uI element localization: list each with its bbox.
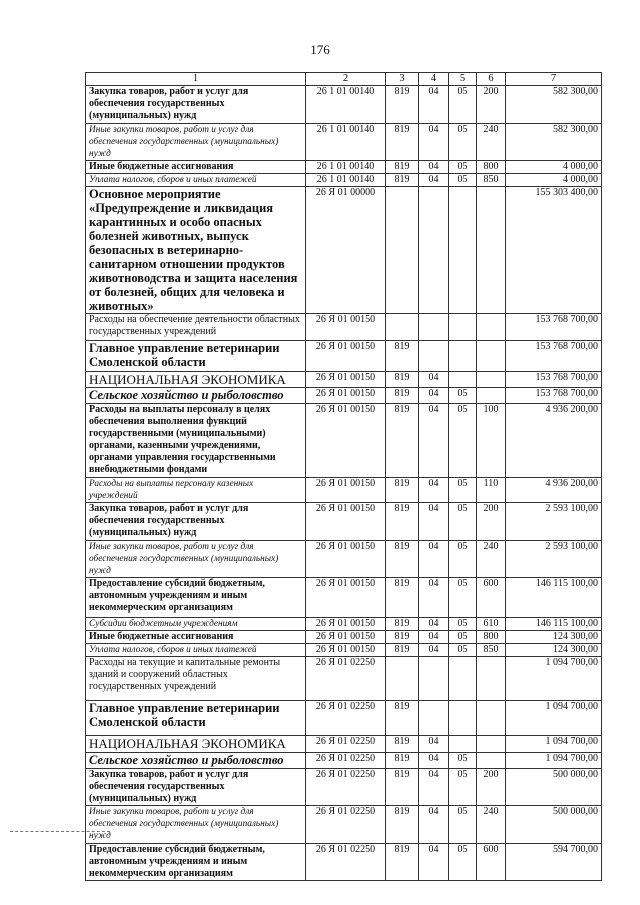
expense-type-code: 600 [477, 578, 506, 618]
table-row [86, 701, 602, 736]
target-article-code: 26 Я 01 02250 [306, 701, 386, 736]
amount: 1 094 700,00 [506, 753, 602, 769]
table-row [86, 578, 602, 618]
subsection-code: 05 [449, 631, 477, 644]
row-name: Иные бюджетные ассигнования [86, 161, 306, 174]
expense-type-code [477, 187, 506, 314]
subsection-code: 05 [449, 753, 477, 769]
amount: 500 000,00 [506, 769, 602, 806]
row-name: Главное управление ветеринарии Смоленской области [86, 701, 306, 736]
row-name: Иные закупки товаров, работ и услуг для обеспечения государственных (муниципальных) нужд [86, 124, 306, 161]
row-name: Закупка товаров, работ и услуг для обеспечения государственных (муниципальных) нужд [86, 503, 306, 541]
target-article-code: 26 1 01 00140 [306, 124, 386, 161]
table-row [86, 736, 602, 753]
column-header: 7 [506, 73, 602, 86]
subsection-code: 05 [449, 388, 477, 404]
ministry-code: 819 [386, 618, 419, 631]
target-article-code: 26 Я 01 02250 [306, 736, 386, 753]
section-code: 04 [419, 844, 449, 881]
row-name: Закупка товаров, работ и услуг для обеспечения государственных (муниципальных) нужд [86, 769, 306, 806]
column-header: 6 [477, 73, 506, 86]
target-article-code: 26 Я 01 02250 [306, 657, 386, 701]
row-name: Иные закупки товаров, работ и услуг для обеспечения государственных (муниципальных) нужд [86, 541, 306, 578]
ministry-code: 819 [386, 404, 419, 478]
row-name: Основное мероприятие «Предупреждение и ликвидация карантинных и особо опасных болезней животных, выпуск безопасных в ветеринарно-санитарном отношении продуктов животноводства и защита населения от болезней, общих для человека и животных» [86, 187, 306, 314]
ministry-code: 819 [386, 478, 419, 503]
row-name: Уплата налогов, сборов и иных платежей [86, 174, 306, 187]
amount: 2 593 100,00 [506, 503, 602, 541]
expense-type-code: 100 [477, 404, 506, 478]
target-article-code: 26 Я 01 00150 [306, 341, 386, 372]
table-row [86, 478, 602, 503]
expense-type-code [477, 341, 506, 372]
expense-type-code: 200 [477, 769, 506, 806]
row-name: Субсидии бюджетным учреждениям [86, 618, 306, 631]
row-name: НАЦИОНАЛЬНАЯ ЭКОНОМИКА [86, 736, 306, 753]
expense-type-code [477, 314, 506, 341]
target-article-code: 26 Я 01 00150 [306, 618, 386, 631]
table-row [86, 644, 602, 657]
target-article-code: 26 Я 01 00150 [306, 644, 386, 657]
amount: 594 700,00 [506, 844, 602, 881]
subsection-code [449, 701, 477, 736]
target-article-code: 26 Я 01 02250 [306, 806, 386, 844]
target-article-code: 26 Я 01 00150 [306, 503, 386, 541]
row-name: Сельское хозяйство и рыболовство [86, 388, 306, 404]
subsection-code: 05 [449, 578, 477, 618]
expense-type-code [477, 657, 506, 701]
row-name: Расходы на текущие и капитальные ремонты зданий и сооружений областных государственных учреждений [86, 657, 306, 701]
subsection-code: 05 [449, 806, 477, 844]
section-code: 04 [419, 806, 449, 844]
ministry-code [386, 657, 419, 701]
target-article-code: 26 Я 01 00150 [306, 404, 386, 478]
subsection-code: 05 [449, 86, 477, 124]
ministry-code: 819 [386, 503, 419, 541]
target-article-code: 26 Я 01 00150 [306, 314, 386, 341]
target-article-code: 26 Я 01 00000 [306, 187, 386, 314]
target-article-code: 26 1 01 00140 [306, 86, 386, 124]
table-row [86, 314, 602, 341]
subsection-code [449, 657, 477, 701]
section-code: 04 [419, 736, 449, 753]
target-article-code: 26 Я 01 00150 [306, 388, 386, 404]
expense-type-code: 800 [477, 161, 506, 174]
ministry-code: 819 [386, 161, 419, 174]
subsection-code: 05 [449, 174, 477, 187]
target-article-code: 26 Я 01 00150 [306, 372, 386, 388]
table-row [86, 657, 602, 701]
section-code: 04 [419, 478, 449, 503]
section-code: 04 [419, 541, 449, 578]
section-code: 04 [419, 372, 449, 388]
ministry-code [386, 314, 419, 341]
row-name: Иные бюджетные ассигнования [86, 631, 306, 644]
ministry-code: 819 [386, 644, 419, 657]
expense-type-code [477, 736, 506, 753]
subsection-code [449, 187, 477, 314]
scan-artifact-line [10, 831, 110, 832]
expense-type-code: 200 [477, 503, 506, 541]
ministry-code: 819 [386, 844, 419, 881]
section-code: 04 [419, 578, 449, 618]
table-row [86, 769, 602, 806]
section-code [419, 314, 449, 341]
section-code [419, 701, 449, 736]
section-code: 04 [419, 644, 449, 657]
ministry-code: 819 [386, 86, 419, 124]
expense-type-code: 110 [477, 478, 506, 503]
amount: 4 000,00 [506, 174, 602, 187]
section-code: 04 [419, 174, 449, 187]
subsection-code: 05 [449, 644, 477, 657]
row-name: Закупка товаров, работ и услуг для обеспечения государственных (муниципальных) нужд [86, 86, 306, 124]
amount: 582 300,00 [506, 124, 602, 161]
amount: 582 300,00 [506, 86, 602, 124]
subsection-code: 05 [449, 618, 477, 631]
ministry-code: 819 [386, 701, 419, 736]
target-article-code: 26 Я 01 02250 [306, 753, 386, 769]
ministry-code: 819 [386, 753, 419, 769]
table-row [86, 341, 602, 372]
ministry-code: 819 [386, 388, 419, 404]
ministry-code: 819 [386, 769, 419, 806]
table-row [86, 753, 602, 769]
amount: 153 768 700,00 [506, 341, 602, 372]
subsection-code: 05 [449, 404, 477, 478]
column-header: 2 [306, 73, 386, 86]
target-article-code: 26 1 01 00140 [306, 161, 386, 174]
ministry-code: 819 [386, 174, 419, 187]
header-row [86, 73, 602, 86]
amount: 146 115 100,00 [506, 578, 602, 618]
ministry-code: 819 [386, 124, 419, 161]
expense-type-code: 200 [477, 86, 506, 124]
amount: 155 303 400,00 [506, 187, 602, 314]
table-row [86, 404, 602, 478]
ministry-code: 819 [386, 541, 419, 578]
section-code: 04 [419, 161, 449, 174]
amount: 146 115 100,00 [506, 618, 602, 631]
amount: 4 936 200,00 [506, 478, 602, 503]
subsection-code: 05 [449, 161, 477, 174]
section-code: 04 [419, 631, 449, 644]
subsection-code: 05 [449, 769, 477, 806]
amount: 1 094 700,00 [506, 701, 602, 736]
expense-type-code: 850 [477, 174, 506, 187]
section-code [419, 341, 449, 372]
ministry-code: 819 [386, 736, 419, 753]
subsection-code: 05 [449, 541, 477, 578]
target-article-code: 26 Я 01 02250 [306, 844, 386, 881]
section-code [419, 187, 449, 314]
row-name: НАЦИОНАЛЬНАЯ ЭКОНОМИКА [86, 372, 306, 388]
subsection-code [449, 372, 477, 388]
table-row [86, 806, 602, 844]
ministry-code: 819 [386, 806, 419, 844]
table-row [86, 174, 602, 187]
table-row [86, 187, 602, 314]
section-code: 04 [419, 124, 449, 161]
expense-type-code: 240 [477, 806, 506, 844]
table-row [86, 618, 602, 631]
table-row [86, 631, 602, 644]
target-article-code: 26 Я 01 02250 [306, 769, 386, 806]
section-code [419, 657, 449, 701]
row-name: Иные закупки товаров, работ и услуг для обеспечения государственных (муниципальных) нужд [86, 806, 306, 844]
section-code: 04 [419, 388, 449, 404]
section-code: 04 [419, 753, 449, 769]
column-header: 4 [419, 73, 449, 86]
target-article-code: 26 Я 01 00150 [306, 578, 386, 618]
section-code: 04 [419, 404, 449, 478]
column-header: 3 [386, 73, 419, 86]
expense-type-code [477, 753, 506, 769]
table-row [86, 503, 602, 541]
amount: 153 768 700,00 [506, 314, 602, 341]
amount: 1 094 700,00 [506, 657, 602, 701]
ministry-code: 819 [386, 578, 419, 618]
amount: 4 000,00 [506, 161, 602, 174]
row-name: Расходы на выплаты персоналу в целях обеспечения выполнения функций государственными (муниципальными) органами, казенными учреждениями, органами управления государственными внебюджетными фондами [86, 404, 306, 478]
amount: 500 000,00 [506, 806, 602, 844]
target-article-code: 26 Я 01 00150 [306, 541, 386, 578]
amount: 153 768 700,00 [506, 372, 602, 388]
row-name: Предоставление субсидий бюджетным, автономным учреждениям и иным некоммерческим организациям [86, 578, 306, 618]
row-name: Расходы на выплаты персоналу казенных учреждений [86, 478, 306, 503]
ministry-code: 819 [386, 372, 419, 388]
row-name: Расходы на обеспечение деятельности областных государственных учреждений [86, 314, 306, 341]
subsection-code [449, 736, 477, 753]
expense-type-code: 240 [477, 541, 506, 578]
section-code: 04 [419, 769, 449, 806]
section-code: 04 [419, 618, 449, 631]
ministry-code [386, 187, 419, 314]
amount: 153 768 700,00 [506, 388, 602, 404]
subsection-code: 05 [449, 124, 477, 161]
amount: 124 300,00 [506, 644, 602, 657]
budget-table [85, 72, 602, 881]
section-code: 04 [419, 503, 449, 541]
expense-type-code [477, 701, 506, 736]
row-name: Предоставление субсидий бюджетным, автономным учреждениям и иным некоммерческим организациям [86, 844, 306, 881]
expense-type-code: 600 [477, 844, 506, 881]
expense-type-code: 850 [477, 644, 506, 657]
expense-type-code [477, 388, 506, 404]
row-name: Уплата налогов, сборов и иных платежей [86, 644, 306, 657]
table-row [86, 388, 602, 404]
table-row [86, 124, 602, 161]
amount: 124 300,00 [506, 631, 602, 644]
row-name: Сельское хозяйство и рыболовство [86, 753, 306, 769]
subsection-code: 05 [449, 503, 477, 541]
section-code: 04 [419, 86, 449, 124]
table-row [86, 844, 602, 881]
subsection-code [449, 314, 477, 341]
table-row [86, 541, 602, 578]
target-article-code: 26 1 01 00140 [306, 174, 386, 187]
amount: 4 936 200,00 [506, 404, 602, 478]
expense-type-code: 800 [477, 631, 506, 644]
table-row [86, 372, 602, 388]
target-article-code: 26 Я 01 00150 [306, 478, 386, 503]
column-header: 5 [449, 73, 477, 86]
subsection-code: 05 [449, 478, 477, 503]
page-number: 176 [310, 42, 330, 57]
target-article-code: 26 Я 01 00150 [306, 631, 386, 644]
expense-type-code: 240 [477, 124, 506, 161]
expense-type-code [477, 372, 506, 388]
table-row [86, 161, 602, 174]
subsection-code [449, 341, 477, 372]
amount: 2 593 100,00 [506, 541, 602, 578]
column-header: 1 [86, 73, 306, 86]
expense-type-code: 610 [477, 618, 506, 631]
subsection-code: 05 [449, 844, 477, 881]
amount: 1 094 700,00 [506, 736, 602, 753]
table-row [86, 86, 602, 124]
row-name: Главное управление ветеринарии Смоленской области [86, 341, 306, 372]
ministry-code: 819 [386, 631, 419, 644]
ministry-code: 819 [386, 341, 419, 372]
